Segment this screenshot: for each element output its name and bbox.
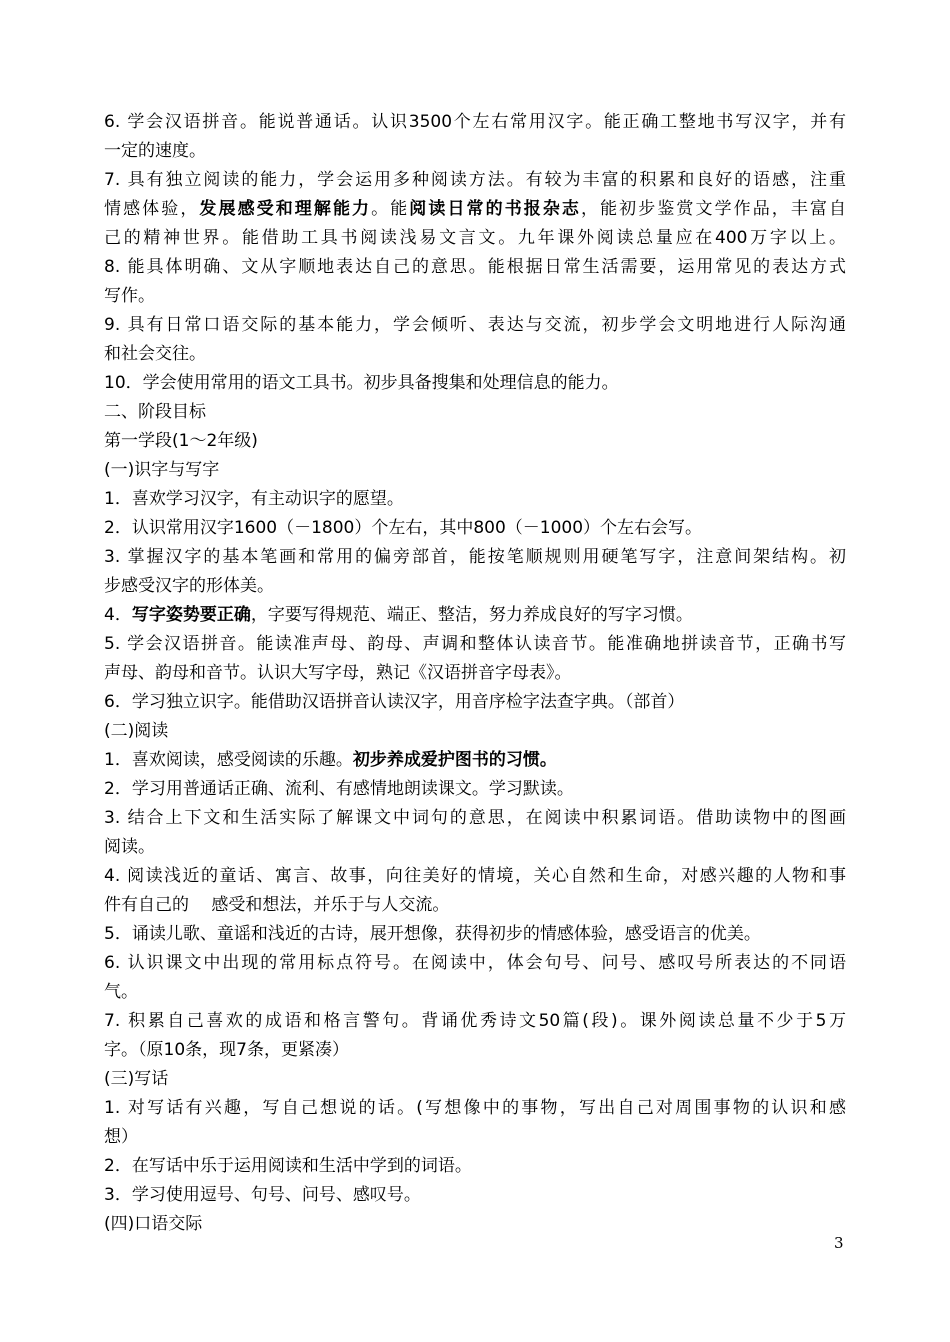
text-line: 己的精神世界。能借助工具书阅读浅易文言文。九年课外阅读总量应在400万字以上。 [104, 228, 846, 248]
text-run: ，能初步鉴赏文学作品，丰富自 [581, 199, 846, 219]
text-line: 7. 具有独立阅读的能力，学会运用多种阅读方法。有较为丰富的积累和良好的语感，注重 [104, 170, 846, 190]
text-line: 第一学段(1～2年级) [104, 431, 258, 451]
text-run: 4． [104, 605, 132, 625]
text-line: 和社会交往。 [104, 344, 206, 364]
text-line: 1. 对写话有兴趣，写自己想说的话。(写想像中的事物，写出自己对周围事物的认识和感 [104, 1098, 846, 1118]
text-run: 。能 [371, 199, 410, 219]
text-line: 8. 能具体明确、文从字顺地表达自己的意思。能根据日常生活需要，运用常见的表达方式 [104, 257, 846, 277]
text-line: 3. 结合上下文和生活实际了解课文中词句的意思，在阅读中积累词语。借助读物中的图画 [104, 808, 846, 828]
text-line: 2．在写话中乐于运用阅读和生活中学到的词语。 [104, 1156, 472, 1176]
text-line: 二、阶段目标 [104, 402, 206, 422]
text-line: 一定的速度。 [104, 141, 206, 161]
text-line: 步感受汉字的形体美。 [104, 576, 274, 596]
text-line: 3．学习使用逗号、句号、问号、感叹号。 [104, 1185, 421, 1205]
text-line: 声母、韵母和音节。认识大写字母，熟记《汉语拼音字母表》。 [104, 663, 572, 683]
text-line: 6. 认识课文中出现的常用标点符号。在阅读中，体会句号、问号、感叹号所表达的不同语 [104, 953, 846, 973]
text-line: 10．学会使用常用的语文工具书。初步具备搜集和处理信息的能力。 [104, 373, 619, 393]
text-line [104, 601, 846, 630]
text-line: 9. 具有日常口语交际的基本能力，学会倾听、表达与交流，初步学会文明地进行人际沟通 [104, 315, 846, 335]
text-line: 2．学习用普通话正确、流利、有感情地朗读课文。学习默读。 [104, 779, 574, 799]
text-line: (四)口语交际 [104, 1214, 203, 1234]
text-line: 1．喜欢学习汉字，有主动识字的愿望。 [104, 489, 404, 509]
text-line: 6. 学会汉语拼音。能说普通话。认识3500个左右常用汉字。能正确工整地书写汉字，并有 [104, 112, 846, 132]
text-line: (一)识字与写字 [104, 460, 220, 480]
text-line: (二)阅读 [104, 721, 169, 741]
text-line: 7. 积累自己喜欢的成语和格言警句。背诵优秀诗文50篇(段)。课外阅读总量不少于5万 [104, 1011, 846, 1031]
text-line: 6．学习独立识字。能借助汉语拼音认读汉字，用音序检字法查字典。（部首） [104, 692, 685, 712]
text-line: 4. 阅读浅近的童话、寓言、故事，向往美好的情境，关心自然和生命，对感兴趣的人物和事 [104, 866, 846, 886]
text-line: 件有自己的 感受和想法，并乐于与人交流。 [104, 895, 450, 915]
text-line: 想） [104, 1127, 138, 1147]
text-line: 5. 学会汉语拼音。能读准声母、韵母、声调和整体认读音节。能准确地拼读音节，正确书写 [104, 634, 846, 654]
text-run: ，字要写得规范、端正、整洁，努力养成良好的写字习惯。 [250, 605, 693, 625]
text-line [104, 195, 846, 224]
emphasis-text: 阅读日常的书报杂志 [409, 199, 582, 219]
text-line [104, 746, 846, 775]
document-body [104, 108, 846, 1239]
text-line: 3. 掌握汉字的基本笔画和常用的偏旁部首，能按笔顺规则用硬笔写字，注意间架结构。初 [104, 547, 846, 567]
text-line: (三)写话 [104, 1069, 169, 1089]
text-run: 1．喜欢阅读，感受阅读的乐趣。 [104, 750, 353, 770]
text-line: 5．诵读儿歌、童谣和浅近的古诗，展开想像，获得初步的情感体验，感受语言的优美。 [104, 924, 761, 944]
text-line: 气。 [104, 982, 138, 1002]
emphasis-text: 初步养成爱护图书的习惯。 [352, 750, 557, 770]
emphasis-text: 发展感受和理解能力 [199, 199, 372, 219]
text-line: 2．认识常用汉字1600（－1800）个左右，其中800（－1000）个左右会写。 [104, 518, 703, 538]
text-line: 阅读。 [104, 837, 155, 857]
text-line: 字。（原10条，现7条，更紧凑） [104, 1040, 349, 1060]
page-number: 3 [834, 1234, 844, 1252]
text-run: 情感体验， [104, 199, 200, 219]
emphasis-text: 写字姿势要正确 [131, 605, 251, 625]
text-line: 写作。 [104, 286, 155, 306]
